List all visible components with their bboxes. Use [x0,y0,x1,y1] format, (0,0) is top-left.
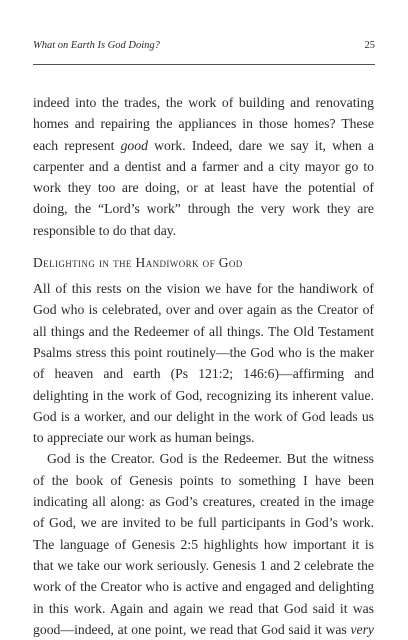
page-number: 25 [364,40,375,51]
paragraph-1 [33,92,374,241]
body-text [33,92,374,640]
running-head-title: What on Earth Is God Doing? [33,40,160,51]
paragraph-1-text-a: indeed into the trades, the work of building and renovating homes and repairing the appliances in those homes? These each represent [33,95,374,153]
paragraph-1-text-b: work. Indeed, dare we say it, when a carpenter and a dentist and a farmer and a city mayor go to work they too are doing, or at least have the potential of doing, the “Lord’s work” through the very work they are responsible to do that day. [33,137,374,238]
paragraph-2: All of this rests on the vision we have for the handiwork of God who is celebrated, over and over again as the Creator of all things and the Redeemer of all things. The Old Testament Psalms stress this point routinely—the God who is the maker of heaven and earth (Ps 121:2; 146:6)—affirming and delighting in the work of God, recognizing its inherent value. God is a worker, and our delight in the work of God leads us to appreciate our work as human beings. [33,281,374,446]
paragraph-3-text: God is the Creator. God is the Redeemer. But the witness of the book of Genesis points to something I have been indicating all along: as God’s creatures, created in the image of God, we are invited to be full participants in God’s work. The language of Genesis 2:5 highlights how important it is that we take our work seriously. Genesis 1 and 2 celebrate the work of the Creator who is active and engaged and delighting in this work. Again and again we read that God said it was good—indeed, at one point, we read that God said it was [33,451,374,637]
header-rule [33,64,375,65]
paragraph-3-emphasis: very [350,621,374,637]
section-heading: Delighting in the Handiwork of God [33,255,243,271]
running-head [33,40,375,54]
paragraph-1-emphasis: good [120,137,148,153]
paragraph-3 [33,448,374,640]
